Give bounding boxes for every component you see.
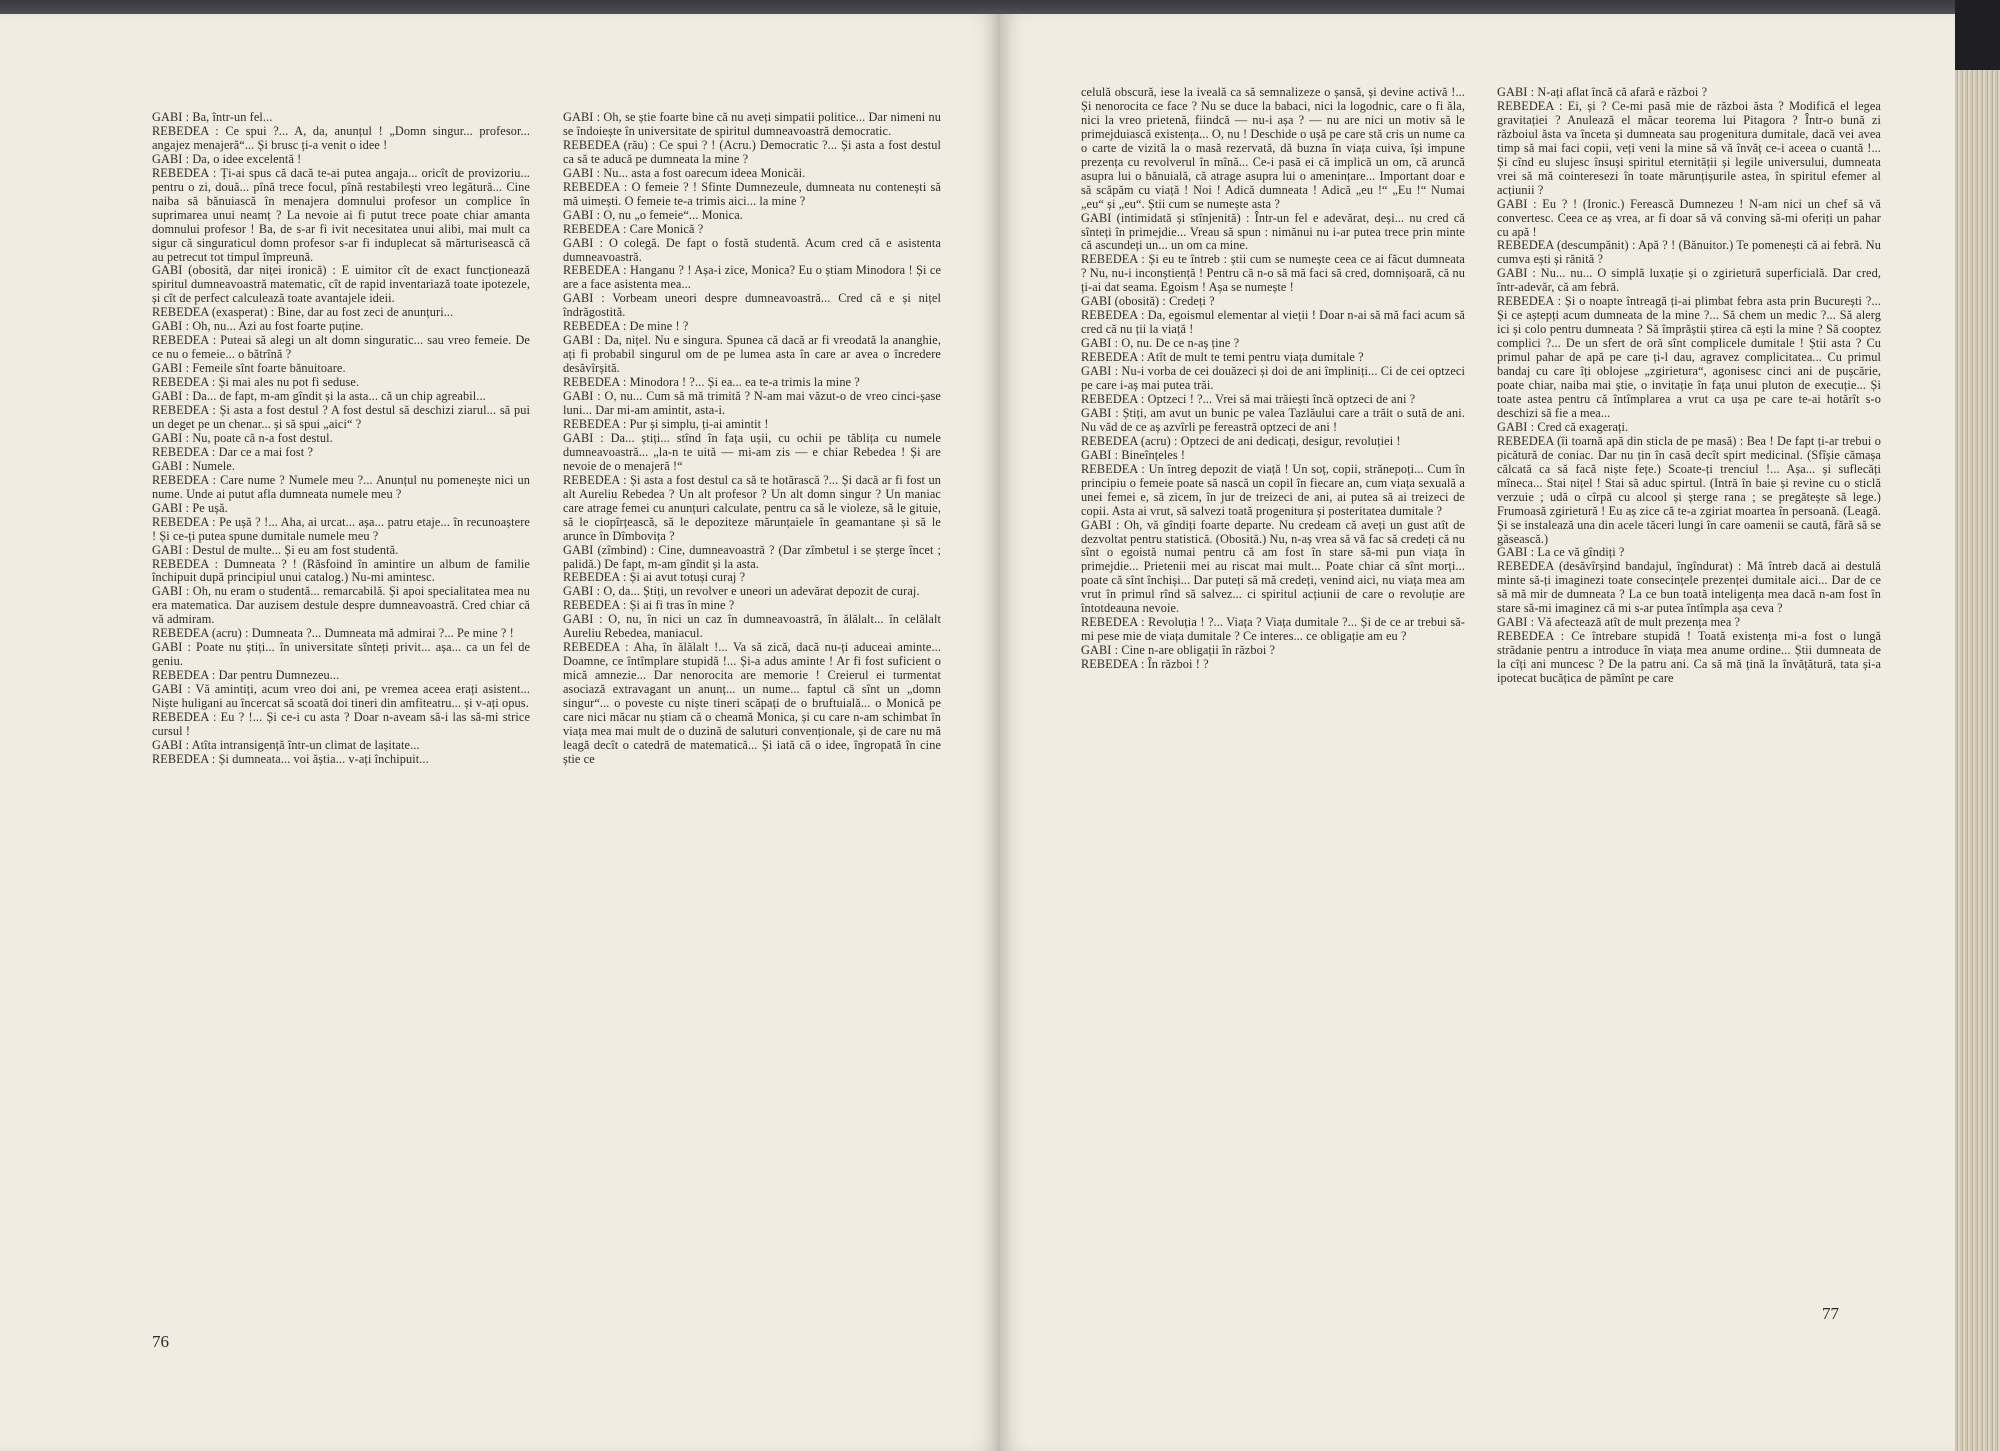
dialogue-line: REBEDEA : Dar pentru Dumnezeu... [152,668,340,683]
dialogue-line: GABI : Oh, vă gîndiți foarte departe. Nu credeam că aveți un gust atît de dezvoltat pentru statistică. (Obosită.) Nu, n-aș vrea să vă fac să credeți că nu sînt o egoistă numai pentru că am fost în stare să-mi pun viața în primejdie... Prietenii mei au riscat mai mult... Poate chiar că sînt morți... poate că sînt închiși... Dar puteți să mă credeți, venind aici, nu viața mea am vrut în primul rînd să salvez... ci spiritul acțiunii de care o revoluție are întotdeauna nevoie. [1081,517,1465,616]
dialogue-line: GABI : Destul de multe... Și eu am fost studentă. [152,542,399,557]
dialogue-line: REBEDEA : Pe ușă ? !... Aha, ai urcat... așa... patru etaje... în recunoaștere ! Și ce-ți putea spune dumitale numele meu ? [152,514,530,543]
dialogue-line: GABI : Vă amintiți, acum vreo doi ani, pe vremea aceea erați asistent... Niște huligani au încercat să scoată doi tineri din amfiteatru... și v-ați opus. [152,682,530,711]
dialogue-line: GABI : La ce vă gîndiți ? [1497,545,1625,560]
dialogue-line: REBEDEA : Ce întrebare stupidă ! Toată existența mi-a fost o lungă strădanie pentru a introduce în viața mea anume ordine... Știi dumneata de la cîți ani muncesc ? De la patru ani. Ca să mă țină la învățătură, tata și-a ipotecat bucățica de pămînt pe care [1497,629,1881,686]
dialogue-line: REBEDEA : Pur și simplu, ți-ai amintit ! [563,416,769,431]
dialogue-line: REBEDEA : Puteai să alegi un alt domn singuratic... sau vreo femeie. De ce nu o femeie... o bătrînă ? [152,333,530,362]
dialogue-line: GABI : Pe ușă. [152,500,228,515]
dialogue-line: REBEDEA : Hanganu ? ! Așa-i zice, Monica? Eu o știam Minodora ! Și ce are a face asistenta mea... [563,263,941,292]
dialogue-line: GABI (zîmbind) : Cine, dumneavoastră ? (Dar zîmbetul i se șterge încet ; palidă.) De fapt, m-am gîndit și la asta. [563,542,941,571]
dialogue-line: GABI : O, da... Știți, un revolver e uneori un adevărat depozit de curaj. [563,584,920,599]
dialogue-line: GABI : O, nu „o femeie“... Monica. [563,207,743,222]
dialogue-line: REBEDEA : Ți-ai spus că dacă te-ai putea angaja... oricît de provizoriu... pentru o zi, două... pînă trece focul, pînă restabilești vreo legătură... Cine naiba să bănuiască în menajera domnului profesor un complice în suprimarea unui neamț ? La nevoie ai fi putut trece poate chiar amanta domnului profesor ! Ba, de s-ar fi ivit necesitatea unui alibi, mai mult ca sigur că singuraticul domn profesor s-ar fi induplecat să mărturisească că au petrecut tot timpul împreună. [152,165,530,264]
dialogue-line: REBEDEA : Dumneata ? ! (Răsfoind în amintire un album de familie închipuit după principiul unui catalog.) Nu-mi amintesc. [152,556,530,585]
dialogue-line: GABI : Vorbeam uneori despre dumneavoastră... Cred că e și nițel îndrăgostită. [563,291,941,320]
dialogue-line: GABI : Oh, se știe foarte bine că nu aveți simpatii politice... Dar nimeni nu se îndoiește în universitate de spiritul dumneavoastră democratic. [563,110,941,138]
dialogue-line: GABI : Cine n-are obligații în război ? [1081,643,1276,658]
dialogue-line: REBEDEA : Și dumneata... voi ăștia... v-ați închipuit... [152,751,429,766]
dialogue-line: REBEDEA : Care Monică ? [563,221,704,236]
dialogue-line: GABI : Poate nu știți... în universitate sînteți privit... așa... ca un fel de geniu. [152,640,530,669]
dialogue-line: GABI : Da, nițel. Nu e singura. Spunea că dacă ar fi vreodată la ananghie, ați fi probabil singurul om de pe lumea asta în care ar avea o încredere desăvîrșită. [563,333,941,376]
left-page-column-1 [152,111,530,767]
dialogue-line: GABI : Eu ? ! (Ironic.) Ferească Dumnezeu ! N-am nici un chef să vă convertesc. Ceea ce aș vrea, ar fi doar să vă conving să-mi oferiți un pahar cu apă ! [1497,196,1881,239]
dialogue-line: GABI : Numele. [152,458,236,473]
dialogue-line: GABI : Da, o idee excelentă ! [152,151,302,166]
dialogue-line: GABI : Oh, nu eram o studentă... remarcabilă. Și apoi specialitatea mea nu era matematica. Dar auzisem destule despre dumneavoastră. Cred chiar că vă admiram. [152,584,530,627]
dialogue-line: REBEDEA : Da, egoismul elementar al vieții ! Doar n-ai să mă faci acum să cred că nu ții la viață ! [1081,308,1465,337]
dialogue-line: REBEDEA : Ei, și ? Ce-mi pasă mie de război ăsta ? Modifică el legea gravitației ? Anulează el măcar teorema lui Pitagora ? Într-o bună zi războiul ăsta va înceta și dumneata sau progenitura dumitale, dacă vei avea timp să mai faci copii, veți veni la mine să vă învăț ce-i aceea o cuantă !... Și cînd eu slujesc însuși spiritul eternității și legile universului, dumneata vrei să mă cointeresezi în toate mărunțișurile astea, în spiritul efemer al acțiunii ? [1497,98,1881,197]
dialogue-line: REBEDEA : Și eu te întreb : știi cum se numește ceea ce ai făcut dumneata ? Nu, nu-i inconștiență ! Pentru că n-o să mă faci să cred, domnișoară, că nu ți-ai dat seama. Egoism ! Așa se numește ! [1081,252,1465,295]
dialogue-line: REBEDEA : Aha, în ălălalt !... Va să zică, dacă nu-ți aduceai aminte... Doamne, ce întîmplare stupidă !... Și-a adus aminte ! Ar fi fost suficient o mică amnezie... Dar nenorocita are memorie ! Creierul ei turmentat asociază extravagant un anunț... un nume... faptul că sînt un „domn singur“... o poveste cu niște tineri scăpați de o bruftuială... o Monică pe care nici măcar nu știam că o cheamă Monica, și cu care n-am schimbat în viața mea mai mult de o duzină de saluturi convenționale, și de care nu mă leagă decît o catedră de matematică... Și iată că o idee, îngropată în cine știe ce [563,640,941,766]
dialogue-line: REBEDEA (acru) : Optzeci de ani dedicați, desigur, revoluției ! [1081,433,1401,448]
dialogue-line: REBEDEA : Și ai avut totuși curaj ? [563,570,746,585]
dialogue-line: GABI (obosită, dar niței ironică) : E uimitor cît de exact funcționează spiritul dumneavoastră matematic, cît de rapid inventariază toate ipotezele, și cît de perfect calculează toate avantajele ideii. [152,263,530,306]
dialogue-line: REBEDEA (descumpănit) : Apă ? ! (Bănuitor.) Te pomenești că ai febră. Nu cumva ești și rănită ? [1497,238,1881,267]
dialogue-line: GABI (obosită) : Credeți ? [1081,294,1215,309]
dialogue-line: GABI : Vă afectează atît de mult prezența mea ? [1497,615,1741,630]
dialogue-line: REBEDEA (exasperat) : Bine, dar au fost zeci de anunțuri... [152,305,454,320]
dialogue-line: REBEDEA (desăvîrșind bandajul, îngîndurat) : Mă întreb dacă ai destulă minte să-ți imaginezi toate consecințele prezenței dumitale aici... Dar de ce să mă mir de dumneata ? La ce bun toată inteligența mea dacă n-am fost în stare să-mi imaginez că mi s-ar putea întîmpla așa ceva ? [1497,559,1881,616]
page-number-left: 76 [152,1332,169,1351]
dialogue-line: GABI : Nu... nu... O simplă luxație și o zgirietură superficială. Dar cred, într-adevăr, că am febră. [1497,266,1881,295]
dialogue-line: REBEDEA (rău) : Ce spui ? ! (Acru.) Democratic ?... Și asta a fost destul ca să te aducă pe dumneata la mine ? [563,137,941,166]
book-page-edges [1955,0,2000,1451]
dialogue-line: GABI : Oh, nu... Azi au fost foarte puține. [152,319,364,334]
dialogue-line: GABI : O colegă. De fapt o fostă studentă. Acum cred că e asistenta dumneavoastră. [563,235,941,264]
dialogue-line: GABI : Ba, într-un fel... [152,110,273,124]
dialogue-line: REBEDEA : De mine ! ? [563,319,689,334]
dialogue-line: GABI (intimidată și stînjenită) : Într-un fel e adevărat, deși... nu cred că sînteți în primejdie... Vreau să spun : nimănui nu i-ar putea trece prin minte că ascundeți un... un om ca mine. [1081,210,1465,253]
dialogue-line: REBEDEA : Dar ce a mai fost ? [152,444,314,459]
dialogue-line: REBEDEA : Minodora ! ?... Și ea... ea te-a trimis la mine ? [563,375,860,390]
dialogue-line: REBEDEA : Și ai fi tras în mine ? [563,598,735,613]
dialogue-line: REBEDEA : Eu ? !... Și ce-i cu asta ? Doar n-aveam să-i las să-mi strice cursul ! [152,709,530,738]
dialogue-line: GABI : Atîta intransigență într-un climat de lașitate... [152,737,420,752]
page-number-right: 77 [1822,1304,1839,1323]
dialogue-line: REBEDEA : În război ! ? [1081,657,1209,672]
dialogue-line: REBEDEA : Și asta a fost destul ? A fost destul să deschizi ziarul... să pui un deget pe un chenar... și să spui „aici“ ? [152,403,530,431]
dialogue-line: celulă obscură, iese la iveală ca să semnalizeze o șansă, și devine activă !... Și nenorocita ce face ? Nu se duce la babaci, nici la logodnic, care o fi ăla, nici la vreo prietenă, fiindcă — nu-i așa ? — nu are nici un motiv să le primejduiască existența... O, nu ! Deschide o ușă pe care stă cris un nume ca o carte de vizită la o masă rezervată, dă buzna în viața cuiva, își impune prezența cu revolverul în mînă... Ce-i pasă ei că implică un om, că aruncă asupra lui o bănuială, că atrage asupra lui o amenințare... Important doar e să scăpăm cu viață ! Noi ! Adică dumneata ! Adică „eu !“ „Eu !“ Numai „eu“ și „eu“. Știi cum se numește asta ? [1081,85,1465,211]
dialogue-line: REBEDEA : Care nume ? Numele meu ?... Anunțul nu pomenește nici un nume. Unde ai putut afla dumneata numele meu ? [152,472,530,501]
dialogue-line: REBEDEA : Optzeci ! ?... Vrei să mai trăiești încă optzeci de ani ? [1081,391,1416,406]
dialogue-line: GABI : Da... știți... stînd în fața ușii, cu ochii pe tăblița cu numele dumneavoastră... „la-n te uită — mi-am zis — e chiar Rebedea ! Și are nevoie de o menajeră !“ [563,430,941,473]
dialogue-line: REBEDEA : Și asta a fost destul ca să te hotărască ?... Și dacă ar fi fost un alt Aureliu Rebedea ? Un alt profesor ? Un alt domn singur ? Un maniac care atrage femei cu anunțuri calculate, pentru ca să le violeze, să le gituie, să le ciopîrțească, să le depoziteze mărunțaiele în geamantane și să le arunce în Dîmbovița ? [563,472,941,543]
right-page-column-2 [1497,86,1881,686]
dialogue-line: GABI : Bineînțeles ! [1081,447,1186,462]
right-page-column-1 [1081,86,1465,672]
dialogue-line: GABI : Nu-i vorba de cei douăzeci și doi de ani împliniți... Ci de cei optzeci pe care i-aș mai putea trăi. [1081,364,1465,393]
dialogue-line: GABI : Nu... asta a fost oarecum ideea Monicăi. [563,165,806,180]
dialogue-line: GABI : Femeile sînt foarte bănuitoare. [152,361,346,376]
dialogue-line: REBEDEA : Și o noapte întreagă ți-ai plimbat febra asta prin București ?... Și ce aștepți acum dumneata de la mine ?... Să chem un medic ?... Să alerg ici și colo pentru dumneata ? Să împrăștii știrea că ești la mine ? Să cooptez complici ?... De un sfert de oră sînt complicele dumitale ! Știi asta ? Cu primul pahar de apă pe care ți-l dau, agravez complicitatea... Cu primul bandaj cu care îți oblojese „zgirietura“, agonisesc cinci ani de pușcărie, poate chiar, naiba mai știe, o invitație în fața unui pluton de execuție... Și toate astea pentru că întîmplarea a vrut ca ușa pe care te-ai hotărît s-o deschizi să fie a mea... [1497,294,1881,420]
dialogue-line: REBEDEA (îi toarnă apă din sticla de pe masă) : Bea ! De fapt ți-ar trebui o picătură de coniac. Dar nu țin în casă decît spirt medicinal. (Sfîșie cămașa călcată ca să facă niște fețe.) Scoate-ți trenciul !... Așa... și suflecăți mîneca... Stai nițel ! Stai să aduc spirtul. (Intră în baie și revine cu o sticlă verzuie ; udă o cîrpă cu alcool și șterge rana ; se pregătește să lege.) Frumoasă zgirietură ! Eu aș zice că te-a zgiriat moartea în persoană. (Leagă. Și se instalează una din acele tăceri lungi în care oamenii se caută, fără să se găsească.) [1497,433,1881,546]
dialogue-line: GABI : O, nu... Cum să mă trimită ? N-am mai văzut-o de vreo cinci-șase luni... Dar mi-am amintit, asta-i. [563,389,941,418]
dialogue-line: REBEDEA (acru) : Dumneata ?... Dumneata mă admirai ?... Pe mine ? ! [152,626,514,641]
dialogue-line: REBEDEA : Un întreg depozit de viață ! Un soț, copii, strănepoți... Cum în principiu o femeie poate să nască un copil în fiecare an, cum viața sexuală a unei femei e, să zicem, în jur de treizeci de ani, ai putea să ai treizeci de copii. Asta ai vrut, să salvezi toată progenitura și posteritatea dumitale ? [1081,461,1465,518]
dialogue-line: REBEDEA : Ce spui ?... A, da, anunțul ! „Domn singur... profesor... angajez menajeră“... Și brusc ți-a venit o idee ! [152,123,530,152]
dialogue-line: REBEDEA : Revoluția ! ?... Viața ? Viața dumitale ?... Și de ce ar trebui să-mi pese mie de viața dumitale ? Ce interes... ce obligație am eu ? [1081,615,1465,644]
dialogue-line: GABI : O, nu. De ce n-aș ține ? [1081,336,1240,351]
dialogue-line: GABI : Știți, am avut un bunic pe valea Tazlăului care a trăit o sută de ani. Nu văd de ce aș azvîrli pe fereastră optzeci de ani ! [1081,405,1465,434]
dialogue-line: GABI : O, nu, în nici un caz în dumneavoastră, în ălălalt... în celălalt Aureliu Rebedea, maniacul. [563,612,941,641]
dialogue-line: GABI : Da... de fapt, m-am gîndit și la asta... că un chip agreabil... [152,389,486,404]
dialogue-line: GABI : Cred că exagerați. [1497,419,1629,434]
dialogue-line: REBEDEA : Atît de mult te temi pentru viața dumitale ? [1081,350,1364,365]
dialogue-line: GABI : Nu, poate că n-a fost destul. [152,430,333,445]
dialogue-line: REBEDEA : O femeie ? ! Sfinte Dumnezeule, dumneata nu contenești să mă uimești. O femeie te-a trimis aici... la mine ? [563,179,941,208]
dialogue-line: GABI : N-ați aflat încă că afară e război ? [1497,85,1708,99]
left-page-column-2 [563,111,941,767]
dialogue-line: REBEDEA : Și mai ales nu pot fi seduse. [152,375,360,390]
